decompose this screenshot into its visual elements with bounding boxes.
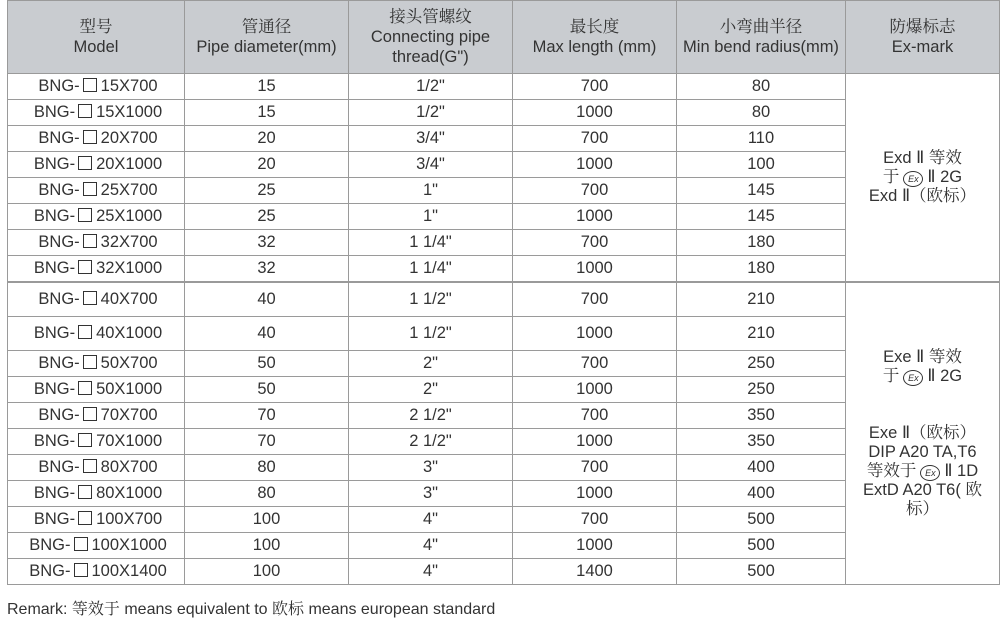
checkbox-square-icon — [78, 511, 92, 525]
cell-min-bend-radius: 100 — [677, 152, 846, 178]
checkbox-square-icon — [83, 407, 97, 421]
cell-max-length: 1000 — [513, 377, 677, 403]
model-suffix: 100X1000 — [91, 536, 167, 554]
model-prefix: BNG- — [33, 155, 76, 173]
model-suffix: 70X700 — [100, 406, 158, 424]
cell-min-bend-radius: 250 — [677, 351, 846, 377]
cell-model — [8, 403, 185, 429]
model-suffix: 15X700 — [100, 77, 158, 95]
ex-symbol-icon: Ex — [920, 465, 940, 481]
cell-max-length: 1400 — [513, 559, 677, 585]
cell-pipe-diameter: 70 — [185, 429, 349, 455]
model-prefix: BNG- — [38, 458, 80, 476]
checkbox-square-icon — [83, 355, 97, 369]
ex-line: 于 Ex Ⅱ 2G — [882, 367, 963, 385]
cell-model — [8, 74, 185, 100]
model-suffix: 100X700 — [96, 510, 163, 528]
checkbox-square-icon — [78, 156, 92, 170]
ex-line: 标） — [906, 500, 939, 518]
cell-pipe-diameter: 25 — [185, 178, 349, 204]
cell-pipe-diameter: 40 — [185, 282, 349, 317]
model-prefix: BNG- — [38, 406, 80, 424]
model-prefix: BNG- — [29, 536, 71, 554]
model-prefix: BNG- — [38, 290, 80, 308]
cell-min-bend-radius: 400 — [677, 455, 846, 481]
cell-max-length: 700 — [513, 507, 677, 533]
cell-min-bend-radius: 180 — [677, 256, 846, 283]
model-suffix: 25X1000 — [96, 207, 163, 225]
ex-symbol-icon: Ex — [903, 171, 923, 187]
cell-max-length: 700 — [513, 403, 677, 429]
cell-pipe-diameter: 80 — [185, 455, 349, 481]
model-prefix: BNG- — [38, 233, 80, 251]
cell-max-length: 1000 — [513, 481, 677, 507]
cell-max-length: 700 — [513, 178, 677, 204]
spec-table — [7, 0, 1000, 585]
header-ex-mark: 防爆标志 Ex-mark — [846, 1, 1000, 74]
header-pipe-diameter: 管通径 Pipe diameter(mm) — [185, 1, 349, 74]
checkbox-square-icon — [83, 291, 97, 305]
table-row — [8, 74, 1000, 100]
model-prefix: BNG- — [38, 354, 80, 372]
ex-line: Exd Ⅱ 等效 — [883, 149, 962, 167]
ex-line: DIP A20 TA,T6 — [868, 443, 977, 461]
cell-min-bend-radius: 210 — [677, 282, 846, 317]
cell-thread: 4" — [349, 533, 513, 559]
model-suffix: 80X1000 — [96, 484, 163, 502]
cell-max-length: 700 — [513, 282, 677, 317]
checkbox-square-icon — [83, 130, 97, 144]
ex-mark-group-exe — [846, 282, 1000, 585]
cell-model — [8, 455, 185, 481]
model-suffix: 20X700 — [100, 129, 158, 147]
cell-thread: 1 1/2" — [349, 282, 513, 317]
cell-pipe-diameter: 20 — [185, 126, 349, 152]
cell-model — [8, 351, 185, 377]
ex-line: Exd Ⅱ（欧标） — [868, 187, 977, 205]
checkbox-square-icon — [78, 381, 92, 395]
checkbox-square-icon — [78, 325, 92, 339]
cell-pipe-diameter: 15 — [185, 74, 349, 100]
cell-pipe-diameter: 80 — [185, 481, 349, 507]
cell-thread: 1" — [349, 204, 513, 230]
cell-thread: 2 1/2" — [349, 403, 513, 429]
cell-min-bend-radius: 400 — [677, 481, 846, 507]
cell-model — [8, 100, 185, 126]
cell-min-bend-radius: 80 — [677, 74, 846, 100]
model-suffix: 80X700 — [100, 458, 158, 476]
cell-pipe-diameter: 100 — [185, 507, 349, 533]
model-prefix: BNG- — [33, 103, 76, 121]
checkbox-square-icon — [78, 208, 92, 222]
header-row — [8, 1, 1000, 74]
model-prefix: BNG- — [33, 259, 76, 277]
header-model: 型号 Model — [8, 1, 185, 74]
cell-model — [8, 256, 185, 283]
ex-symbol-icon: Ex — [903, 370, 923, 386]
cell-min-bend-radius: 80 — [677, 100, 846, 126]
ex-mark-group-exd — [846, 74, 1000, 283]
model-prefix: BNG- — [33, 432, 76, 450]
checkbox-square-icon — [83, 234, 97, 248]
cell-max-length: 1000 — [513, 204, 677, 230]
table-row — [8, 282, 1000, 317]
cell-min-bend-radius: 500 — [677, 559, 846, 585]
cell-max-length: 1000 — [513, 533, 677, 559]
model-suffix: 20X1000 — [96, 155, 163, 173]
cell-thread: 1/2" — [349, 100, 513, 126]
ex-line: 等效于 Ex Ⅱ 1D — [866, 462, 979, 480]
checkbox-square-icon — [78, 260, 92, 274]
checkbox-square-icon — [78, 433, 92, 447]
checkbox-square-icon — [78, 104, 92, 118]
checkbox-square-icon — [83, 182, 97, 196]
cell-min-bend-radius: 145 — [677, 178, 846, 204]
cell-pipe-diameter: 32 — [185, 256, 349, 283]
model-prefix: BNG- — [33, 324, 76, 342]
cell-pipe-diameter: 40 — [185, 317, 349, 351]
ex-spacer — [846, 386, 999, 424]
model-suffix: 70X1000 — [96, 432, 163, 450]
ex-line: ExtD A20 T6( 欧 — [863, 481, 982, 499]
cell-model — [8, 429, 185, 455]
cell-min-bend-radius: 350 — [677, 403, 846, 429]
cell-pipe-diameter: 25 — [185, 204, 349, 230]
cell-max-length: 1000 — [513, 429, 677, 455]
cell-model — [8, 282, 185, 317]
cell-thread: 1/2" — [349, 74, 513, 100]
cell-model — [8, 230, 185, 256]
cell-thread: 2" — [349, 351, 513, 377]
model-suffix: 100X1400 — [91, 562, 167, 580]
model-prefix: BNG- — [38, 181, 80, 199]
checkbox-square-icon — [83, 459, 97, 473]
cell-pipe-diameter: 70 — [185, 403, 349, 429]
cell-min-bend-radius: 210 — [677, 317, 846, 351]
cell-min-bend-radius: 145 — [677, 204, 846, 230]
cell-max-length: 700 — [513, 126, 677, 152]
ex-line: Exe Ⅱ 等效 — [883, 348, 962, 366]
model-prefix: BNG- — [38, 77, 80, 95]
header-thread: 接头管螺纹 Connecting pipe thread(G") — [349, 1, 513, 74]
cell-model — [8, 481, 185, 507]
cell-model — [8, 377, 185, 403]
cell-pipe-diameter: 15 — [185, 100, 349, 126]
ex-line: Exe Ⅱ（欧标） — [868, 424, 977, 442]
cell-thread: 3/4" — [349, 152, 513, 178]
cell-model — [8, 317, 185, 351]
cell-thread: 4" — [349, 559, 513, 585]
cell-pipe-diameter: 50 — [185, 377, 349, 403]
model-suffix: 25X700 — [100, 181, 158, 199]
cell-pipe-diameter: 100 — [185, 559, 349, 585]
cell-min-bend-radius: 250 — [677, 377, 846, 403]
cell-thread: 1 1/4" — [349, 230, 513, 256]
cell-min-bend-radius: 500 — [677, 507, 846, 533]
model-suffix: 50X1000 — [96, 380, 163, 398]
cell-max-length: 1000 — [513, 317, 677, 351]
model-prefix: BNG- — [33, 207, 76, 225]
checkbox-square-icon — [74, 563, 88, 577]
cell-min-bend-radius: 500 — [677, 533, 846, 559]
ex-line: 于 Ex Ⅱ 2G — [882, 168, 963, 186]
model-suffix: 32X700 — [100, 233, 158, 251]
cell-model — [8, 507, 185, 533]
model-prefix: BNG- — [33, 484, 76, 502]
cell-pipe-diameter: 100 — [185, 533, 349, 559]
cell-thread: 1 1/2" — [349, 317, 513, 351]
cell-model — [8, 204, 185, 230]
cell-model — [8, 559, 185, 585]
cell-thread: 3/4" — [349, 126, 513, 152]
cell-thread: 2 1/2" — [349, 429, 513, 455]
cell-max-length: 700 — [513, 351, 677, 377]
cell-min-bend-radius: 350 — [677, 429, 846, 455]
cell-thread: 4" — [349, 507, 513, 533]
model-suffix: 40X1000 — [96, 324, 163, 342]
cell-max-length: 700 — [513, 230, 677, 256]
model-prefix: BNG- — [38, 129, 80, 147]
checkbox-square-icon — [74, 537, 88, 551]
model-suffix: 50X700 — [100, 354, 158, 372]
cell-max-length: 1000 — [513, 256, 677, 283]
cell-thread: 1 1/4" — [349, 256, 513, 283]
cell-thread: 3" — [349, 481, 513, 507]
cell-model — [8, 178, 185, 204]
cell-thread: 2" — [349, 377, 513, 403]
cell-min-bend-radius: 110 — [677, 126, 846, 152]
header-max-length: 最长度 Max length (mm) — [513, 1, 677, 74]
cell-max-length: 1000 — [513, 100, 677, 126]
cell-pipe-diameter: 50 — [185, 351, 349, 377]
cell-model — [8, 126, 185, 152]
model-suffix: 15X1000 — [96, 103, 163, 121]
cell-pipe-diameter: 20 — [185, 152, 349, 178]
cell-model — [8, 152, 185, 178]
remark-note: Remark: 等效于 means equivalent to 欧标 means european standard — [7, 601, 496, 618]
checkbox-square-icon — [78, 485, 92, 499]
cell-thread: 3" — [349, 455, 513, 481]
cell-max-length: 700 — [513, 74, 677, 100]
header-min-bend-radius: 小弯曲半径 Min bend radius(mm) — [677, 1, 846, 74]
cell-pipe-diameter: 32 — [185, 230, 349, 256]
cell-thread: 1" — [349, 178, 513, 204]
checkbox-square-icon — [83, 78, 97, 92]
cell-min-bend-radius: 180 — [677, 230, 846, 256]
model-suffix: 40X700 — [100, 290, 158, 308]
cell-model — [8, 533, 185, 559]
table-body — [8, 74, 1000, 585]
model-prefix: BNG- — [33, 380, 76, 398]
model-prefix: BNG- — [29, 562, 71, 580]
cell-max-length: 700 — [513, 455, 677, 481]
cell-max-length: 1000 — [513, 152, 677, 178]
model-suffix: 32X1000 — [96, 259, 163, 277]
model-prefix: BNG- — [33, 510, 76, 528]
